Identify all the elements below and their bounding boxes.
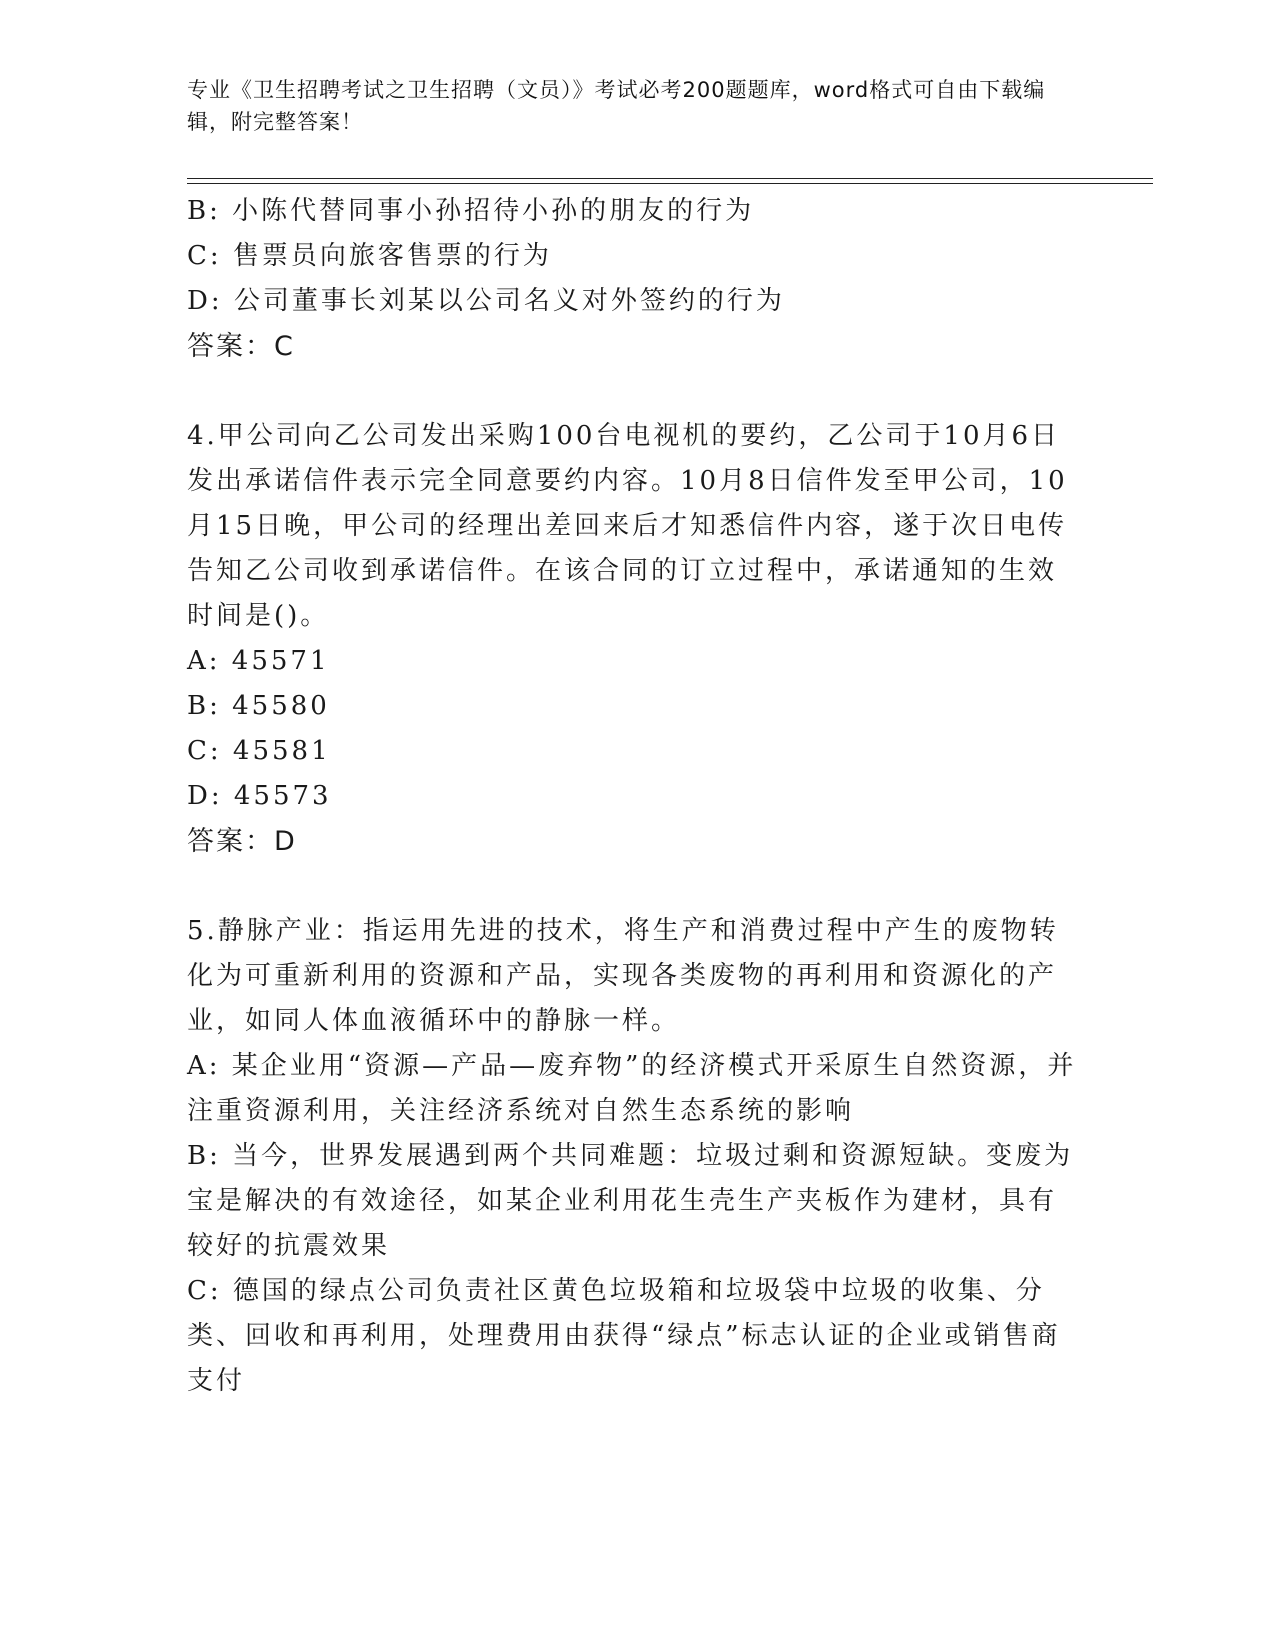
- header-divider-top: [187, 178, 1153, 179]
- q5-option-c: C: 德国的绿点公司负责社区黄色垃圾箱和垃圾袋中垃圾的收集、分类、回收和再利用，处理费用由获得“绿点”标志认证的企业或销售商支付: [187, 1276, 1061, 1396]
- q3-option-c: C: 售票员向旅客售票的行为: [187, 241, 552, 271]
- question-spacer: [187, 369, 1077, 414]
- q4-option-a: A: 45571: [187, 646, 330, 676]
- q5-stem: 5.静脉产业：指运用先进的技术，将生产和消费过程中产生的废物转化为可重新利用的资源和产品，实现各类废物的再利用和资源化的产业，如同人体血液循环中的静脉一样。: [187, 916, 1059, 1036]
- q5-option-a: A: 某企业用“资源—产品—废弃物”的经济模式开采原生自然资源，并注重资源利用，关注经济系统对自然生态系统的影响: [187, 1051, 1077, 1126]
- q3-answer: 答案：C: [187, 331, 295, 362]
- document-header: 专业《卫生招聘考试之卫生招聘（文员）》考试必考200题题库，word格式可自由下载编辑，附完整答案！: [187, 78, 1046, 134]
- q3-option-b: B: 小陈代替同事小孙招待小孙的朋友的行为: [187, 196, 755, 226]
- header-divider-bottom: [187, 183, 1153, 184]
- q4-stem: 4.甲公司向乙公司发出采购100台电视机的要约，乙公司于10月6日发出承诺信件表示完全同意要约内容。10月8日信件发至甲公司，10月15日晚，甲公司的经理出差回来后才知悉信件内容，遂于次日电传告知乙公司收到承诺信件。在该合同的订立过程中，承诺通知的生效时间是()。: [187, 421, 1068, 631]
- question-spacer: [187, 864, 1077, 909]
- q4-option-d: D: 45573: [187, 781, 332, 811]
- q3-option-d: D: 公司董事长刘某以公司名义对外签约的行为: [187, 286, 785, 316]
- question-4: [187, 414, 1077, 864]
- q5-option-b: B: 当今，世界发展遇到两个共同难题：垃圾过剩和资源短缺。变废为宝是解决的有效途径，如某企业利用花生壳生产夹板作为建材，具有较好的抗震效果: [187, 1141, 1074, 1261]
- question-3-fragment: [187, 189, 1077, 369]
- question-5: [187, 909, 1077, 1404]
- document-body: [187, 189, 1077, 1404]
- q4-answer: 答案：D: [187, 826, 297, 857]
- q4-option-c: C: 45581: [187, 736, 331, 766]
- q4-option-b: B: 45580: [187, 691, 330, 721]
